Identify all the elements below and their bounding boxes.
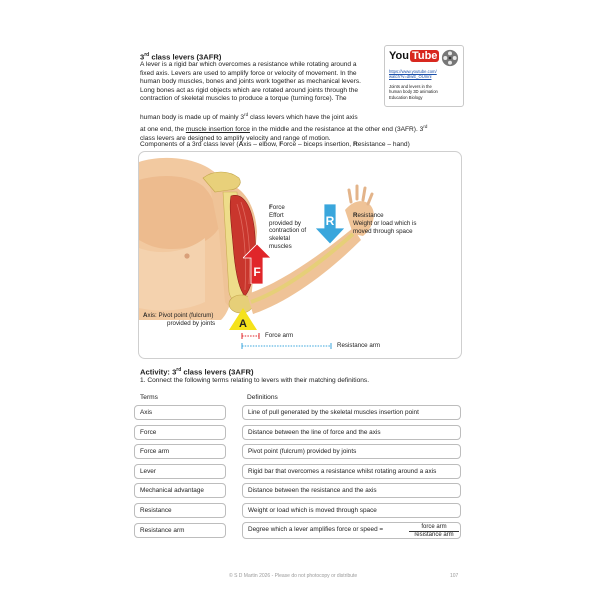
axis-triangle-icon [229, 308, 257, 330]
definitions-header: Definitions [247, 394, 278, 401]
youtube-link-line[interactable]: https://www.youtube.com/ [389, 69, 437, 74]
axis-description [143, 312, 215, 328]
activity-title: Activity: 3rd class levers (3AFR) [140, 367, 254, 377]
activity-instruction: 1. Connect the following terms relating to levers with their matching definitions. [140, 377, 370, 384]
force-badge-letter: F [253, 265, 261, 279]
definition-text: Degree which a lever amplifies force or speed = [248, 526, 384, 533]
definition-mechanical-advantage[interactable] [242, 522, 461, 539]
resistance-label: Resistance [353, 212, 384, 219]
fraction-numerator: force arm [409, 524, 459, 532]
definition-line-of-pull[interactable]: Line of pull generated by the skeletal muscles insertion point [242, 405, 461, 420]
definition-rigid-bar[interactable]: Rigid bar that overcomes a resistance whilst rotating around a axis [242, 464, 461, 479]
intro-line: at one end, the muscle insertion force in the middle and the resistance at the other end (3AFR). 3rd [140, 123, 428, 133]
film-reel-icon [441, 49, 459, 67]
term-resistance-arm[interactable]: Resistance arm [134, 523, 226, 538]
caption-line: human body 3D animation [389, 89, 438, 95]
resistance-line: Weight or load which is [353, 219, 417, 227]
youtube-link-line[interactable]: watch?v=dIwE_OUmnl [389, 74, 432, 80]
axis-badge-letter: A [239, 318, 247, 330]
term-lever[interactable]: Lever [134, 464, 226, 479]
caption-line: Education Biology [389, 94, 423, 100]
definition-pivot-point[interactable]: Pivot point (fulcrum) provided by joints [242, 444, 461, 459]
definition-resistance-arm[interactable]: Distance between the resistance and the axis [242, 483, 461, 498]
term-force-arm[interactable]: Force arm [134, 444, 226, 459]
force-line: skeletal [269, 235, 290, 243]
force-description [269, 204, 306, 251]
force-line: contraction of [269, 227, 307, 235]
fraction-denominator: resistance arm [414, 531, 454, 538]
force-arm-label: Force arm [265, 332, 294, 339]
resistance-badge-letter: R [325, 214, 335, 228]
intro-line: fixed axis. Levers are used to amplify force or velocity of movement. In the [140, 69, 357, 77]
resistance-line: moved through space [353, 227, 413, 235]
definition-weight-load[interactable]: Weight or load which is moved through space [242, 503, 461, 518]
intro-line: class levers are designed to amplify velocity and range of motion. [140, 134, 331, 142]
page-number: 107 [450, 573, 459, 579]
axis-line: provided by joints [167, 319, 216, 327]
force-arrow-icon [243, 244, 271, 284]
term-axis[interactable]: Axis [134, 405, 226, 420]
intro-line: human body muscles, bones and joints work together as mechanical levers. [140, 78, 362, 86]
force-line: provided by [269, 219, 301, 227]
resistance-arm-line [241, 342, 333, 350]
term-mechanical-advantage[interactable]: Mechanical advantage [134, 483, 226, 498]
intro-line: A lever is a rigid bar which overcomes a resistance while rotating around a [140, 61, 357, 68]
fraction [409, 524, 459, 539]
youtube-logo: You Tube [389, 50, 438, 62]
intro-line: contraction of skeletal muscles to produce a torque (turning force). The [140, 95, 347, 103]
lever-figure [138, 151, 462, 359]
resistance-description [353, 212, 417, 235]
copyright-text: © S D Martin 2026 - Please do not photocopy or distribute [229, 573, 358, 579]
components-caption: Components of a 3rd class lever (Axis – elbow, Force – biceps insertion, Resistance – hand) [140, 141, 410, 148]
force-line: muscles [269, 242, 292, 250]
force-label: Force [269, 204, 285, 211]
intro-line: Long bones act as rigid objects which are rotated around joints through the [140, 86, 359, 94]
force-arm-line [241, 332, 261, 340]
term-resistance[interactable]: Resistance [134, 503, 226, 518]
youtube-video-card[interactable] [384, 45, 464, 107]
terms-header: Terms [140, 394, 158, 401]
section-title: 3rd class levers (3AFR) [140, 52, 222, 62]
youtube-caption [389, 84, 461, 100]
resistance-arm-label: Resistance arm [337, 342, 380, 349]
caption-line: Joints and levers in the [389, 84, 432, 89]
intro-paragraph-tail [140, 111, 460, 143]
force-line: Effort [269, 211, 284, 219]
resistance-arrow-icon [315, 204, 345, 244]
axis-label: Axis: Pivot point (fulcrum) [143, 312, 214, 319]
youtube-link[interactable] [389, 69, 461, 79]
definition-force-arm[interactable]: Distance between the line of force and the axis [242, 425, 461, 440]
term-force[interactable]: Force [134, 425, 226, 440]
intro-line: human body is made up of mainly 3rd class levers which have the joint axis [140, 112, 358, 122]
intro-paragraph [140, 61, 380, 104]
